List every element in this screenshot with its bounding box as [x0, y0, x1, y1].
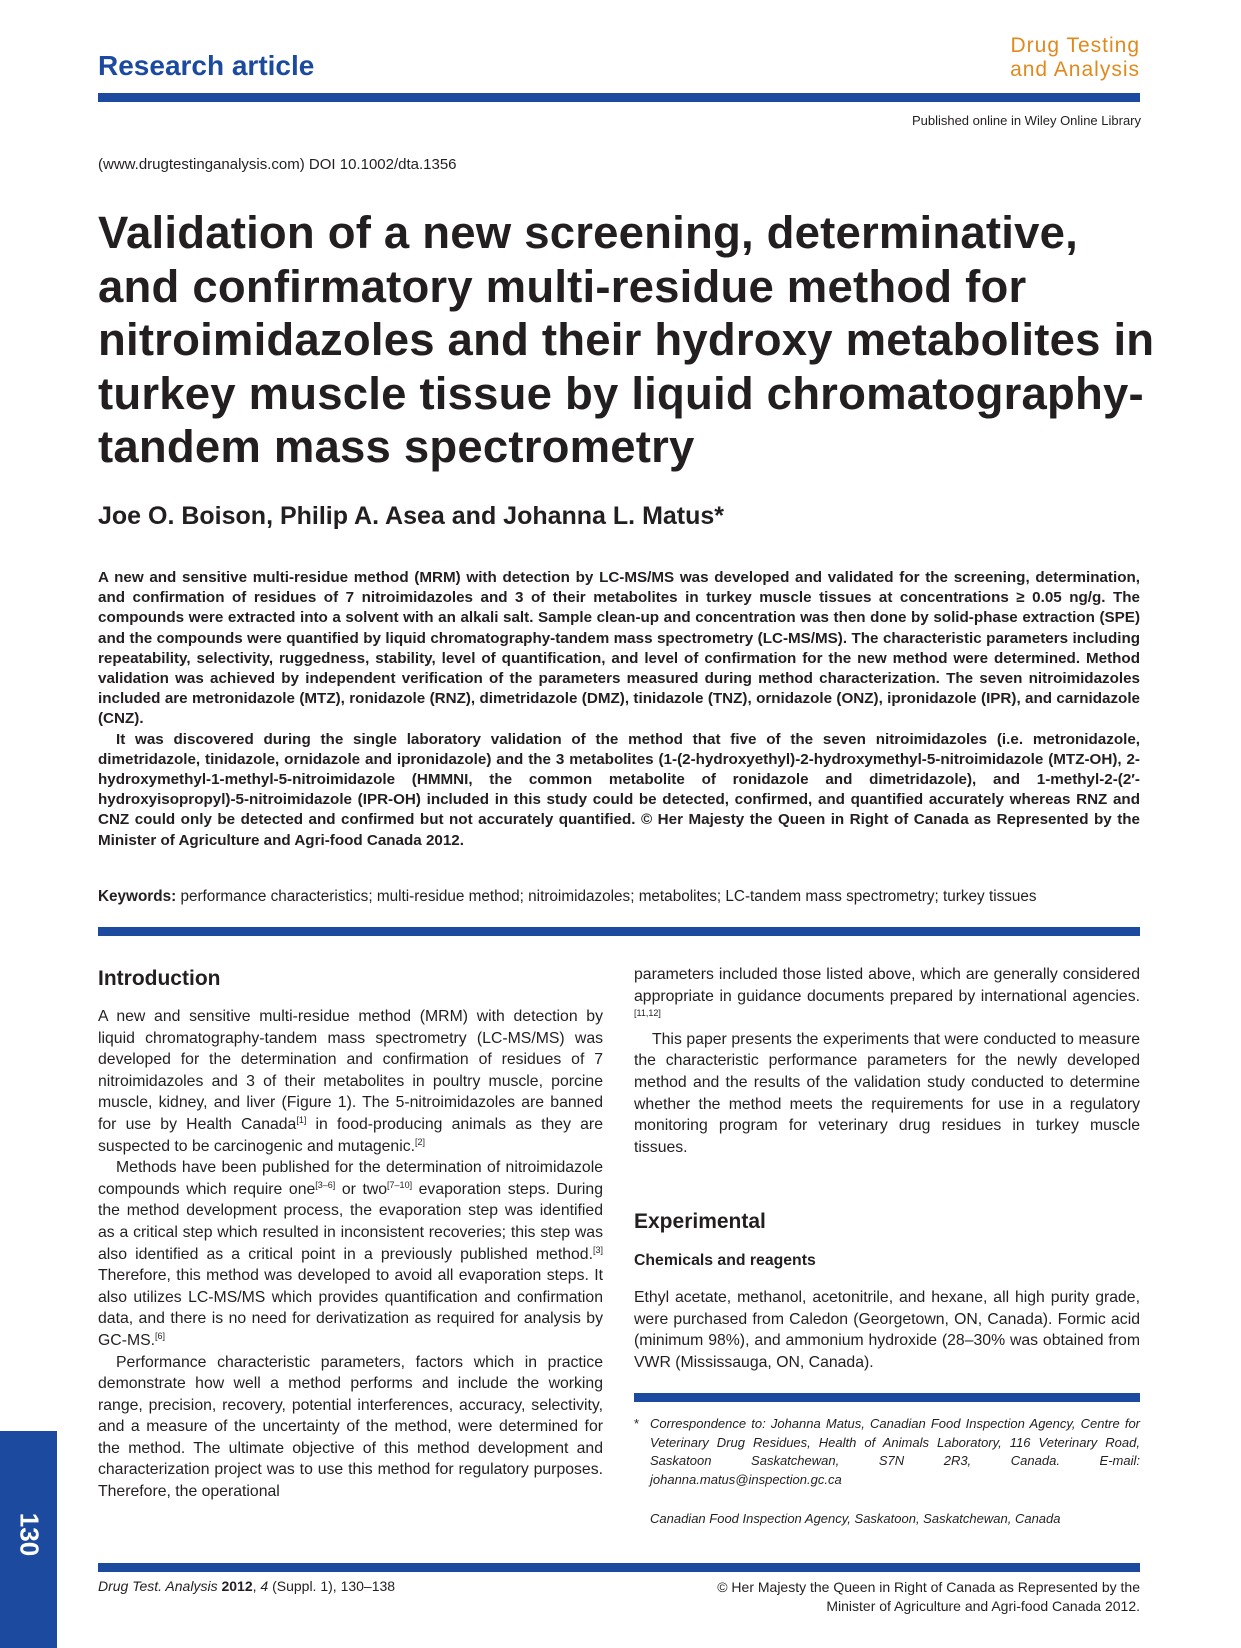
keywords — [98, 888, 1158, 906]
intro-paragraph-3: Performance characteristic parameters, factors which in practice demonstrate how well a method performs and include the working range, precision, recovery, potential interferences, accuracy, selectivity, and a measure of the uncertainty of the method, were determined for the method. The ultimate objective of this method development and characterization project was to use this method for regulatory purposes. Therefore, the operational — [98, 1353, 603, 1501]
reference-link[interactable]: [3–6] — [315, 1179, 336, 1190]
journal-citation: Drug Test. Analysis 2012, 4 (Suppl. 1), 130–138 — [98, 1578, 396, 1594]
footnote-marker: * — [634, 1416, 640, 1431]
chemicals-subheading: Chemicals and reagents — [634, 1252, 816, 1269]
introduction-heading: Introduction — [98, 967, 221, 990]
correspondence-note — [634, 1415, 1140, 1489]
intro-paragraph-4: This paper presents the experiments that were conducted to measure the characteristic performance parameters for the newly developed method and the results of the validation study conducted to determine whether the method meets the requirements for use in a regulatory monitoring program for veterinary drug residues in turkey muscle tissues. — [634, 1030, 1140, 1156]
journal-logo-line1: Drug Testing — [1010, 34, 1140, 57]
top-divider — [98, 93, 1140, 102]
intro-paragraph-1: A new and sensitive multi-residue method (MRM) with detection by liquid chromatography-tandem mass spectrometry (LC-MS/MS) was developed for the determination and confirmation of residues of 7 nitroimidazoles and 3 of their metabolites in poultry muscle, porcine muscle, kidney, and liver (Figure 1). The 5-nitroimidazoles are banned for use by Health Canada[1] in food-producing animals as they are suspected to be carcinogenic and mutagenic.[2] — [98, 1008, 603, 1155]
correspondence-divider — [634, 1393, 1140, 1402]
abstract-paragraph-1: A new and sensitive multi-residue method (MRM) with detection by LC-MS/MS was developed and validated for the screening, determination, and confirmation of residues of 7 nitroimidazoles and 3 of their metabolites in turkey muscle tissues at concentrations ≥ 0.05 ng/g. The compounds were extracted into a solvent with an alkali salt. Sample clean-up and concentration was then done by solid-phase extraction (SPE) and the compounds were quantified by liquid chromatography-tandem mass spectrometry (LC-MS/MS). The characteristic parameters including repeatability, selectivity, ruggedness, stability, level of quantification, and level of confirmation for the new method were determined. Method validation was achieved by independent verification of the parameters measured during method characterization. The seven nitroimidazoles included are metronidazole (MTZ), ronidazole (RNZ), dimetridazole (DMZ), tinidazole (TNZ), ornidazole (ONZ), ipronidazole (IPR), and carnidazole (CNZ). — [98, 569, 1140, 728]
abstract-paragraph-2: It was discovered during the single laboratory validation of the method that five of the seven nitroimidazoles (i.e. metronidazole, dimetridazole, tinidazole, ornidazole and ipronidazole) and the 3 metabolites (1-(2-hydroxyethyl)-2-hydroxymethyl-5-nitroimidazole (MTZ-OH), 2-hydroxymethyl-1-methyl-5-nitroimidazole (HMMNI, the common metabolite of ronidazole and dimetridazole), and 1-methyl-2-(2′-hydroxyisopropyl)-5-nitroimidazole (IPR-OH) included in this study could be detected, confirmed, and quantified accurately whereas RNZ and CNZ could only be detected and confirmed but not accurately quantified. © Her Majesty the Queen in Right of Canada as Represented by the Minister of Agriculture and Agri-food Canada 2012. — [98, 730, 1140, 849]
footer-divider — [98, 1563, 1140, 1572]
section-label: Research article — [98, 50, 315, 81]
page-number: 130 — [14, 1512, 45, 1557]
reference-link[interactable]: [2] — [415, 1136, 426, 1147]
article-title: Validation of a new screening, determinative, and confirmatory multi-residue method for nitroimidazoles and their hydroxy metabolites in turkey muscle tissue by liquid chromatography-tandem mass spectrometry — [98, 207, 1155, 472]
keywords-label: Keywords: — [98, 888, 177, 905]
reference-link[interactable]: [6] — [155, 1330, 166, 1341]
left-column — [98, 1006, 603, 1503]
correspondence-text: Correspondence to: Johanna Matus, Canadian Food Inspection Agency, Centre for Veterinary Drug Residues, Health of Animals Laboratory, 116 Veterinary Road, Saskatoon Saskatchewan, S7N 2R3, Canada. E-mail: johanna.matus@inspection.gc.ca — [650, 1416, 1140, 1487]
journal-logo-line2: and Analysis — [1010, 58, 1140, 81]
author-list: Joe O. Boison, Philip A. Asea and Johanna L. Matus* — [98, 502, 725, 530]
experimental-heading: Experimental — [634, 1210, 766, 1233]
abstract — [98, 568, 1140, 851]
page-number-tab — [0, 1431, 57, 1648]
doi-line[interactable]: (www.drugtestinganalysis.com) DOI 10.1002/dta.1356 — [98, 156, 457, 173]
chemicals-paragraph: Ethyl acetate, methanol, acetonitrile, and hexane, all high purity grade, were purchased from Caledon (Georgetown, ON, Canada). Formic acid (minimum 98%), and ammonium hydroxide (28–30% was obtained from VWR (Mississauga, ON, Canada). — [634, 1289, 1140, 1371]
abstract-divider — [98, 927, 1140, 936]
reference-link[interactable]: [3] — [592, 1244, 603, 1255]
reference-link[interactable]: [7–10] — [387, 1179, 413, 1190]
affiliation-note: Canadian Food Inspection Agency, Saskatoon, Saskatchewan, Canada — [650, 1511, 1061, 1526]
intro-paragraph-2: Methods have been published for the determination of nitroimidazole compounds which require one[3–6] or two[7–10] evaporation steps. During the method development process, the evaporation step was identified as a critical step which resulted in inconsistent recoveries; this step was also identified as a critical point in a previously published method.[3] Therefore, this method was developed to avoid all evaporation steps. It also utilizes LC-MS/MS which provides quantification and confirmation data, and there is no need for derivatization as required for analysis by GC-MS.[6] — [98, 1159, 603, 1349]
published-online-note: Published online in Wiley Online Library — [911, 113, 1141, 128]
keywords-list: performance characteristics; multi-residue method; nitroimidazoles; metabolites; LC-tandem mass spectrometry; turkey tissues — [180, 888, 1037, 905]
right-column — [634, 964, 1140, 1158]
intro-paragraph-3-continued: parameters included those listed above, which are generally considered appropriate in guidance documents prepared by international agencies.[11,12] — [634, 966, 1140, 1019]
reference-link[interactable]: [1] — [296, 1114, 307, 1125]
journal-logo — [950, 34, 1140, 82]
reference-link[interactable]: [11,12] — [634, 1008, 661, 1019]
copyright-footer: © Her Majesty the Queen in Right of Canada as Represented by the Minister of Agriculture and Agri-food Canada 2012. — [717, 1579, 1140, 1614]
